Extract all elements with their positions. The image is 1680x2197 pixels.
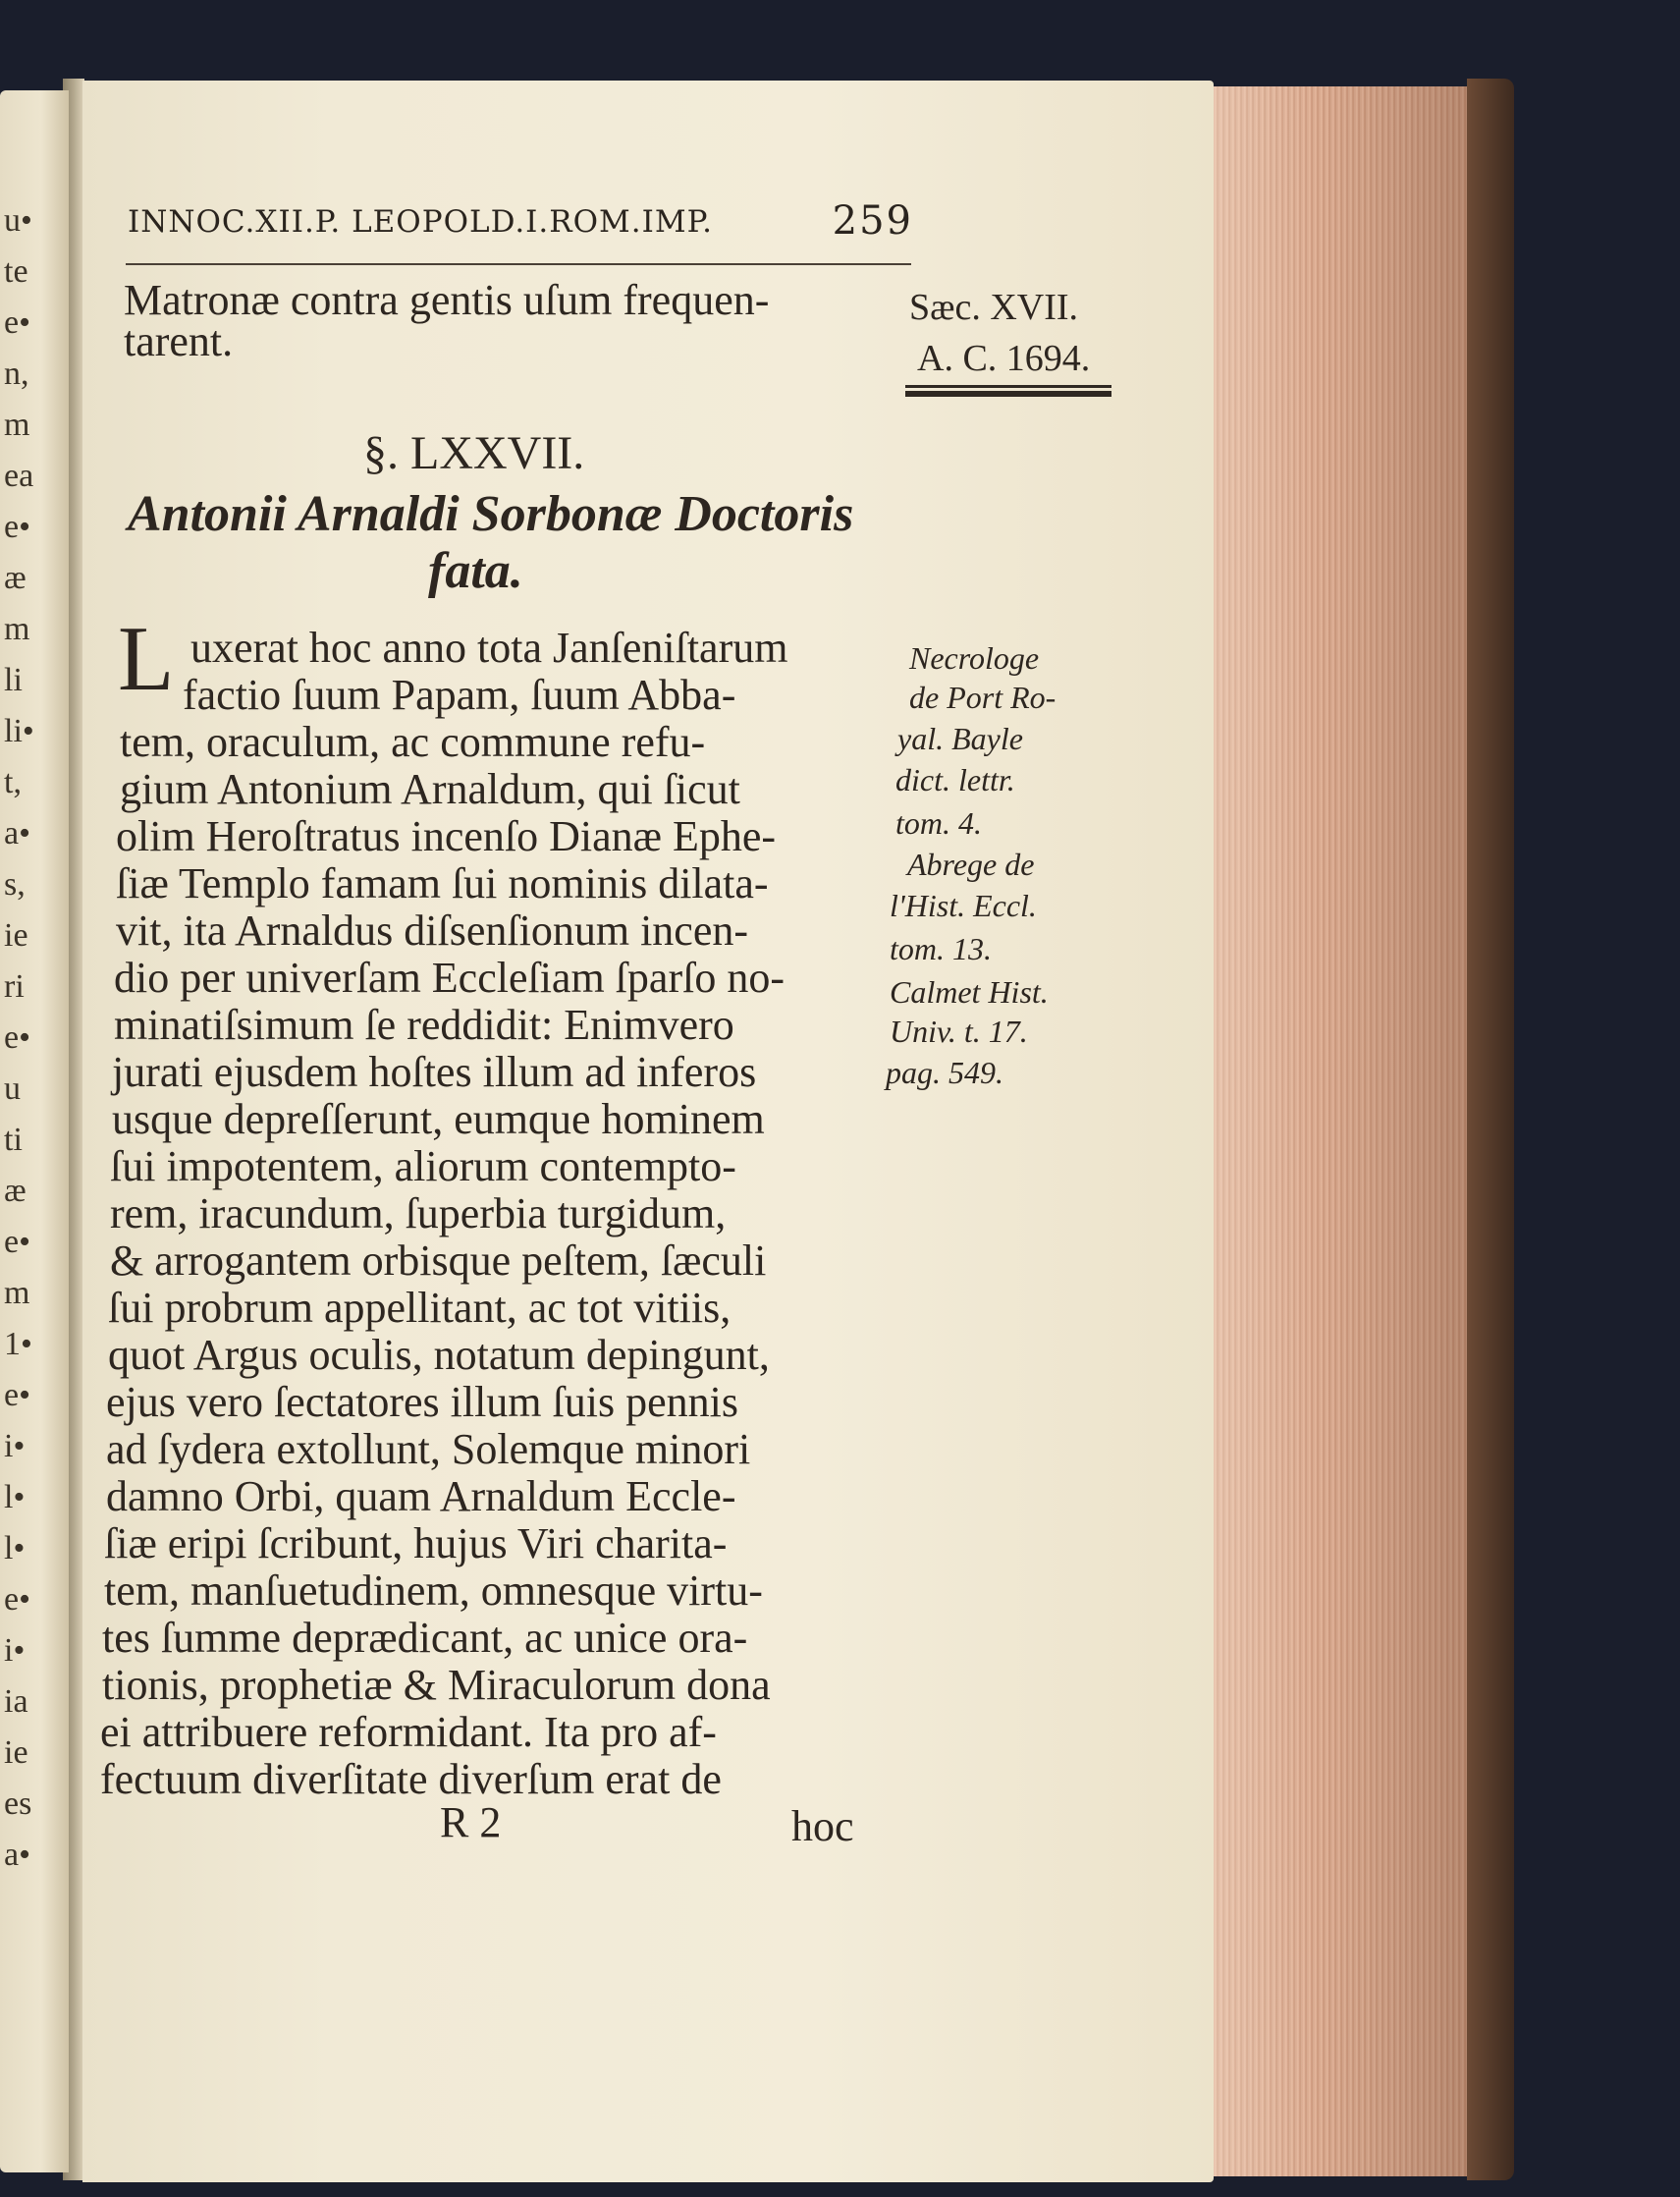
marginal-note: pag. 549. — [886, 1055, 1003, 1090]
left-fragment: a• — [4, 1839, 30, 1872]
left-fragment: u — [4, 1072, 21, 1106]
left-fragment: li• — [4, 715, 34, 748]
body-line: ejus vero ſectatores illum ſuis pennis — [106, 1378, 738, 1426]
body-line: ſiæ Templo famam ſui nominis dilata- — [116, 859, 769, 907]
marginal-note: yal. Bayle — [897, 721, 1023, 756]
marginal-note: de Port Ro- — [909, 680, 1057, 715]
left-fragment: ri — [4, 970, 25, 1004]
section-title: fata. — [428, 543, 523, 599]
left-fragment: e• — [4, 1021, 30, 1055]
left-fragment: ie — [4, 1736, 28, 1770]
marginal-note: dict. lettr. — [895, 762, 1015, 797]
section-number: §. LXXVII. — [363, 427, 585, 479]
drop-cap: L — [118, 608, 175, 710]
body-line: factio ſuum Papam, ſuum Abba- — [183, 671, 736, 719]
left-fragment: es — [4, 1787, 32, 1821]
left-page-edge — [0, 90, 69, 2172]
body-line: tionis, prophetiæ & Miraculorum dona — [102, 1661, 771, 1709]
left-fragment: t, — [4, 766, 22, 799]
body-line: olim Heroſtratus incenſo Dianæ Ephe- — [116, 812, 777, 860]
body-line: & arrogantem orbisque peſtem, ſæculi — [110, 1236, 767, 1285]
running-head-title: INNOC.XII.P. LEOPOLD.I.ROM.IMP. — [128, 204, 714, 240]
left-fragment: te — [4, 255, 28, 289]
catchword: hoc — [791, 1802, 854, 1850]
running-head — [128, 198, 913, 253]
left-fragment: l• — [4, 1481, 26, 1514]
body-line: ad ſydera extollunt, Solemque minori — [106, 1425, 751, 1473]
marginal-note: Necrologe — [909, 640, 1040, 676]
body-line: ſiæ eripi ſcribunt, hujus Viri charita- — [104, 1519, 728, 1567]
body-line: ſui probrum appellitant, ac tot vitiis, — [108, 1284, 732, 1332]
marginal-note: Calmet Hist. — [890, 974, 1049, 1010]
opening-line: tarent. — [124, 317, 234, 365]
left-fragment: m — [4, 613, 30, 646]
left-fragment: li — [4, 664, 23, 697]
body-line: gium Antonium Arnaldum, qui ſicut — [120, 765, 740, 813]
left-fragment: m — [4, 1277, 30, 1310]
body-line: quot Argus oculis, notatum depingunt, — [108, 1331, 770, 1379]
body-line: ſui impotentem, aliorum contempto- — [110, 1142, 736, 1190]
body-line: minatiſsimum ſe reddidit: Enimvero — [114, 1001, 734, 1049]
page-fore-edge — [1214, 86, 1471, 2176]
left-fragment: l• — [4, 1532, 26, 1565]
section-title: Antonii Arnaldi Sorbonæ Doctoris — [128, 486, 854, 542]
left-fragment: n, — [4, 357, 29, 391]
left-fragment: e• — [4, 306, 30, 340]
left-fragment: ti — [4, 1124, 23, 1157]
margin-saeculum: Sæc. XVII. — [909, 287, 1079, 328]
opening-line: Matronæ contra gentis uſum frequen- — [124, 276, 770, 324]
marginal-note: tom. 13. — [890, 931, 992, 966]
left-fragment: i• — [4, 1430, 26, 1463]
body-line: tes ſumme deprædicant, ac unice ora- — [102, 1614, 748, 1662]
left-fragment: ie — [4, 919, 28, 953]
body-line: uxerat hoc anno tota Janſeniſtarum — [190, 624, 788, 672]
signature-mark: R 2 — [440, 1798, 502, 1846]
left-fragment: m — [4, 409, 30, 442]
left-fragment: e• — [4, 1379, 30, 1412]
body-line: dio per univerſam Eccleſiam ſparſo no- — [114, 954, 785, 1002]
left-fragment: ea — [4, 460, 34, 493]
left-fragment: a• — [4, 817, 30, 851]
margin-rule — [905, 385, 1111, 399]
body-line: fectuum diverſitate diverſum erat de — [100, 1755, 722, 1803]
left-fragment: e• — [4, 511, 30, 544]
left-fragment: æ — [4, 562, 27, 595]
left-fragment: e• — [4, 1583, 30, 1617]
body-line: jurati ejusdem hoſtes illum ad inferos — [112, 1048, 757, 1096]
margin-year: A. C. 1694. — [917, 338, 1091, 379]
body-line: damno Orbi, quam Arnaldum Eccle- — [106, 1472, 736, 1520]
marginal-note: l'Hist. Eccl. — [890, 888, 1037, 923]
left-fragment: u• — [4, 204, 32, 238]
left-fragment: æ — [4, 1175, 27, 1208]
left-fragment: s, — [4, 868, 26, 902]
left-fragment: i• — [4, 1634, 26, 1668]
left-fragment: e• — [4, 1226, 30, 1259]
marginal-note: tom. 4. — [895, 805, 982, 841]
marginal-note: Abrege de — [907, 847, 1035, 882]
body-line: vit, ita Arnaldus diſsenſionum incen- — [116, 906, 749, 955]
book-cover-edge — [1467, 79, 1514, 2180]
body-line: tem, oraculum, ac commune refu- — [120, 718, 706, 766]
body-line: usque depreſſerunt, eumque hominem — [112, 1095, 765, 1143]
header-rule — [126, 263, 911, 265]
marginal-note: Univ. t. 17. — [890, 1014, 1028, 1049]
body-line: ei attribuere reformidant. Ita pro af- — [100, 1708, 717, 1756]
left-fragment: ia — [4, 1685, 28, 1719]
body-line: tem, manſuetudinem, omnesque virtu- — [104, 1566, 763, 1615]
left-fragment: 1• — [4, 1328, 32, 1361]
page-number: 259 — [832, 198, 913, 244]
body-line: rem, iracundum, ſuperbia turgidum, — [110, 1189, 727, 1237]
